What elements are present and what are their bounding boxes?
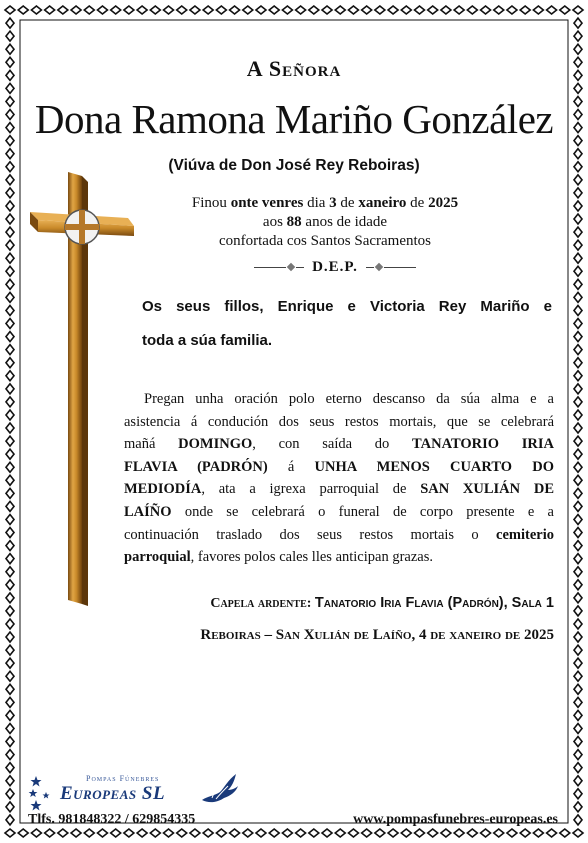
divider-ornament bbox=[254, 264, 304, 270]
paragraph-line bbox=[124, 478, 554, 501]
cross-icon bbox=[30, 172, 134, 607]
stars-icon bbox=[28, 774, 52, 814]
death-date-number: 3 bbox=[329, 195, 337, 211]
place-date: Reboiras – San Xulián de Laíño, 4 de xaneiro de 2025 bbox=[200, 627, 554, 643]
divider-ornament bbox=[366, 264, 416, 270]
paragraph-line bbox=[124, 501, 554, 524]
death-notice bbox=[150, 194, 500, 251]
death-text: de bbox=[336, 195, 359, 211]
funeral-home: TANATORIO IRIA bbox=[412, 436, 555, 453]
death-year: 2025 bbox=[428, 195, 459, 211]
death-text: Finou bbox=[191, 195, 231, 211]
deceased-name: Dona Ramona Mariño González bbox=[34, 96, 554, 142]
logo-tagline: Pompas Fúnebres bbox=[86, 774, 160, 783]
parish-church: LAÍÑO bbox=[124, 503, 172, 520]
death-month: xaneiro bbox=[358, 195, 407, 211]
text: mañá bbox=[124, 436, 179, 453]
family-line: toda a súa familia. bbox=[142, 332, 273, 349]
death-text: dia bbox=[303, 195, 330, 211]
dep-text: D.E.P. bbox=[312, 258, 358, 275]
honorific-heading: A Señora bbox=[246, 56, 342, 81]
death-date-line bbox=[150, 194, 500, 213]
parish-church: SAN XULIÁN DE bbox=[420, 481, 554, 498]
funeral-day: DOMINGO bbox=[178, 436, 253, 453]
paragraph-line bbox=[124, 546, 554, 569]
dep-divider bbox=[230, 256, 440, 278]
chapel-label: Capela ardente: bbox=[210, 596, 315, 611]
text: onde se celebrará o funeral de corpo presente e a bbox=[171, 503, 554, 520]
cemetery: parroquial bbox=[124, 549, 191, 566]
phone-numbers: Tlfs. 981848322 / 629854335 bbox=[28, 812, 196, 827]
funeral-time: UNHA MENOS CUARTO DO bbox=[314, 458, 554, 475]
cemetery: cemiterio bbox=[496, 526, 554, 543]
text: , favores polos cales lles anticipan grazas. bbox=[190, 549, 433, 566]
paragraph-line: Pregan unha oración polo eterno descanso da súa alma e a bbox=[144, 391, 554, 407]
paragraph-line: asistencia á condución dos seus restos mortais, que se celebrará bbox=[124, 413, 554, 430]
age-text: anos de idade bbox=[301, 214, 388, 230]
text: á bbox=[267, 458, 315, 475]
company-logo bbox=[28, 770, 238, 814]
paragraph-line bbox=[124, 524, 554, 547]
website-link[interactable]: www.pompasfunebres-europeas.es bbox=[353, 812, 558, 827]
paragraph-line bbox=[124, 433, 554, 456]
text: continuación traslado dos seus restos mortais o bbox=[124, 526, 497, 543]
paragraph-line bbox=[124, 456, 554, 479]
chapel-info bbox=[0, 595, 554, 612]
funeral-time: MEDIODÍA bbox=[124, 481, 202, 498]
sacraments-line: confortada cos Santos Sacramentos bbox=[218, 233, 432, 249]
text: , ata a igrexa parroquial de bbox=[201, 481, 421, 498]
dove-icon bbox=[198, 770, 240, 810]
widow-subtitle: (Viúva de Don José Rey Reboiras) bbox=[168, 157, 420, 174]
logo-name: Europeas SL bbox=[60, 783, 166, 804]
funeral-home: FLAVIA (PADRÓN) bbox=[124, 458, 268, 475]
family-line: Os seus fillos, Enrique e Victoria Rey Mariño e bbox=[142, 298, 552, 315]
age-line bbox=[150, 213, 500, 232]
age-text: aos bbox=[262, 214, 287, 230]
chapel-value: Tanatorio Iria Flavia (Padrón), Sala 1 bbox=[314, 595, 554, 611]
funeral-paragraph bbox=[124, 388, 554, 569]
family-paragraph bbox=[142, 290, 552, 358]
age-number: 88 bbox=[286, 214, 302, 230]
death-day: onte venres bbox=[230, 195, 304, 211]
death-text: de bbox=[406, 195, 429, 211]
text: , con saída do bbox=[252, 436, 413, 453]
